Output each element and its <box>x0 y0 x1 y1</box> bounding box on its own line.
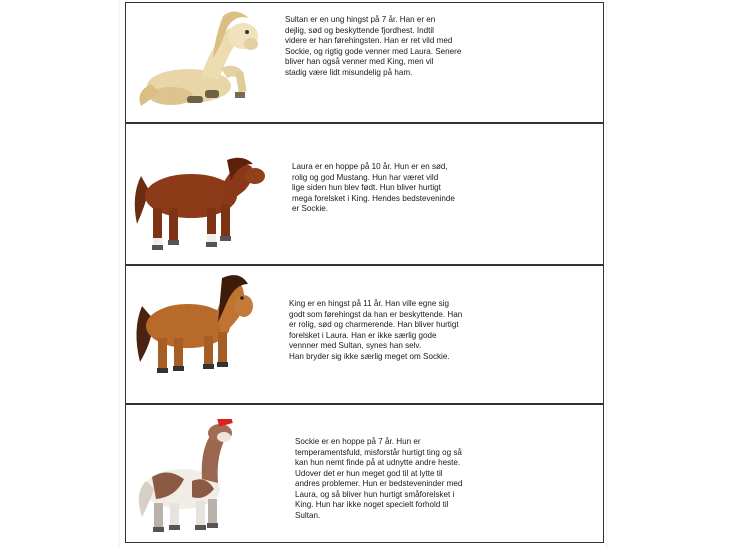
horse-description-sockie: Sockie er en hoppe på 7 år. Hun er temperamentsfuld, misforstår hurtigt ting og så kan hun nemt finde på at udnytte andre heste. Udover det er hun meget god til at lytte til andres problemer. Hun er bedsteveninder med Laura, og så bliver hun hurtigt småforelsket i King. Hun har ikke noget specielt forhold til Sultan. <box>295 437 463 520</box>
laura-pony-icon <box>131 146 271 256</box>
horse-description-king: King er en hingst på 11 år. Han ville egne sig godt som førehingst da han er beskyttende. Han er rolig, sød og charmerende. Han bliver hurtigt forelsket i Laura. Han er ikke særlig gode vennner med Sultan, synes han selv. Han bryder sig ikke særlig meget om Sockie. <box>289 299 463 361</box>
king-pony-icon <box>130 270 260 380</box>
horse-description-laura: Laura er en hoppe på 10 år. Hun er en sød, rolig og god Mustang. Hun har været vild lige siden hun blev født. Hun bliver hurtigt mega forelsket i King. Hendes bedsteveninde er Sockie. <box>292 162 455 213</box>
sultan-pony-icon <box>131 6 271 116</box>
horse-card-laura <box>125 123 604 265</box>
horse-card-king <box>125 265 604 404</box>
sockie-pony-icon <box>132 419 262 539</box>
horse-card-sockie <box>125 404 604 543</box>
horse-card-sultan <box>125 2 604 123</box>
horse-description-sultan: Sultan er en ung hingst på 7 år. Han er en dejlig, sød og beskyttende fjordhest. Indtil videre er han førehingsten. Han er ret vild med Sockie, og rigtig gode venner med Laura. Senere bliver han også venner med King, men vil stadig være lidt misundelig på ham. <box>285 15 462 77</box>
